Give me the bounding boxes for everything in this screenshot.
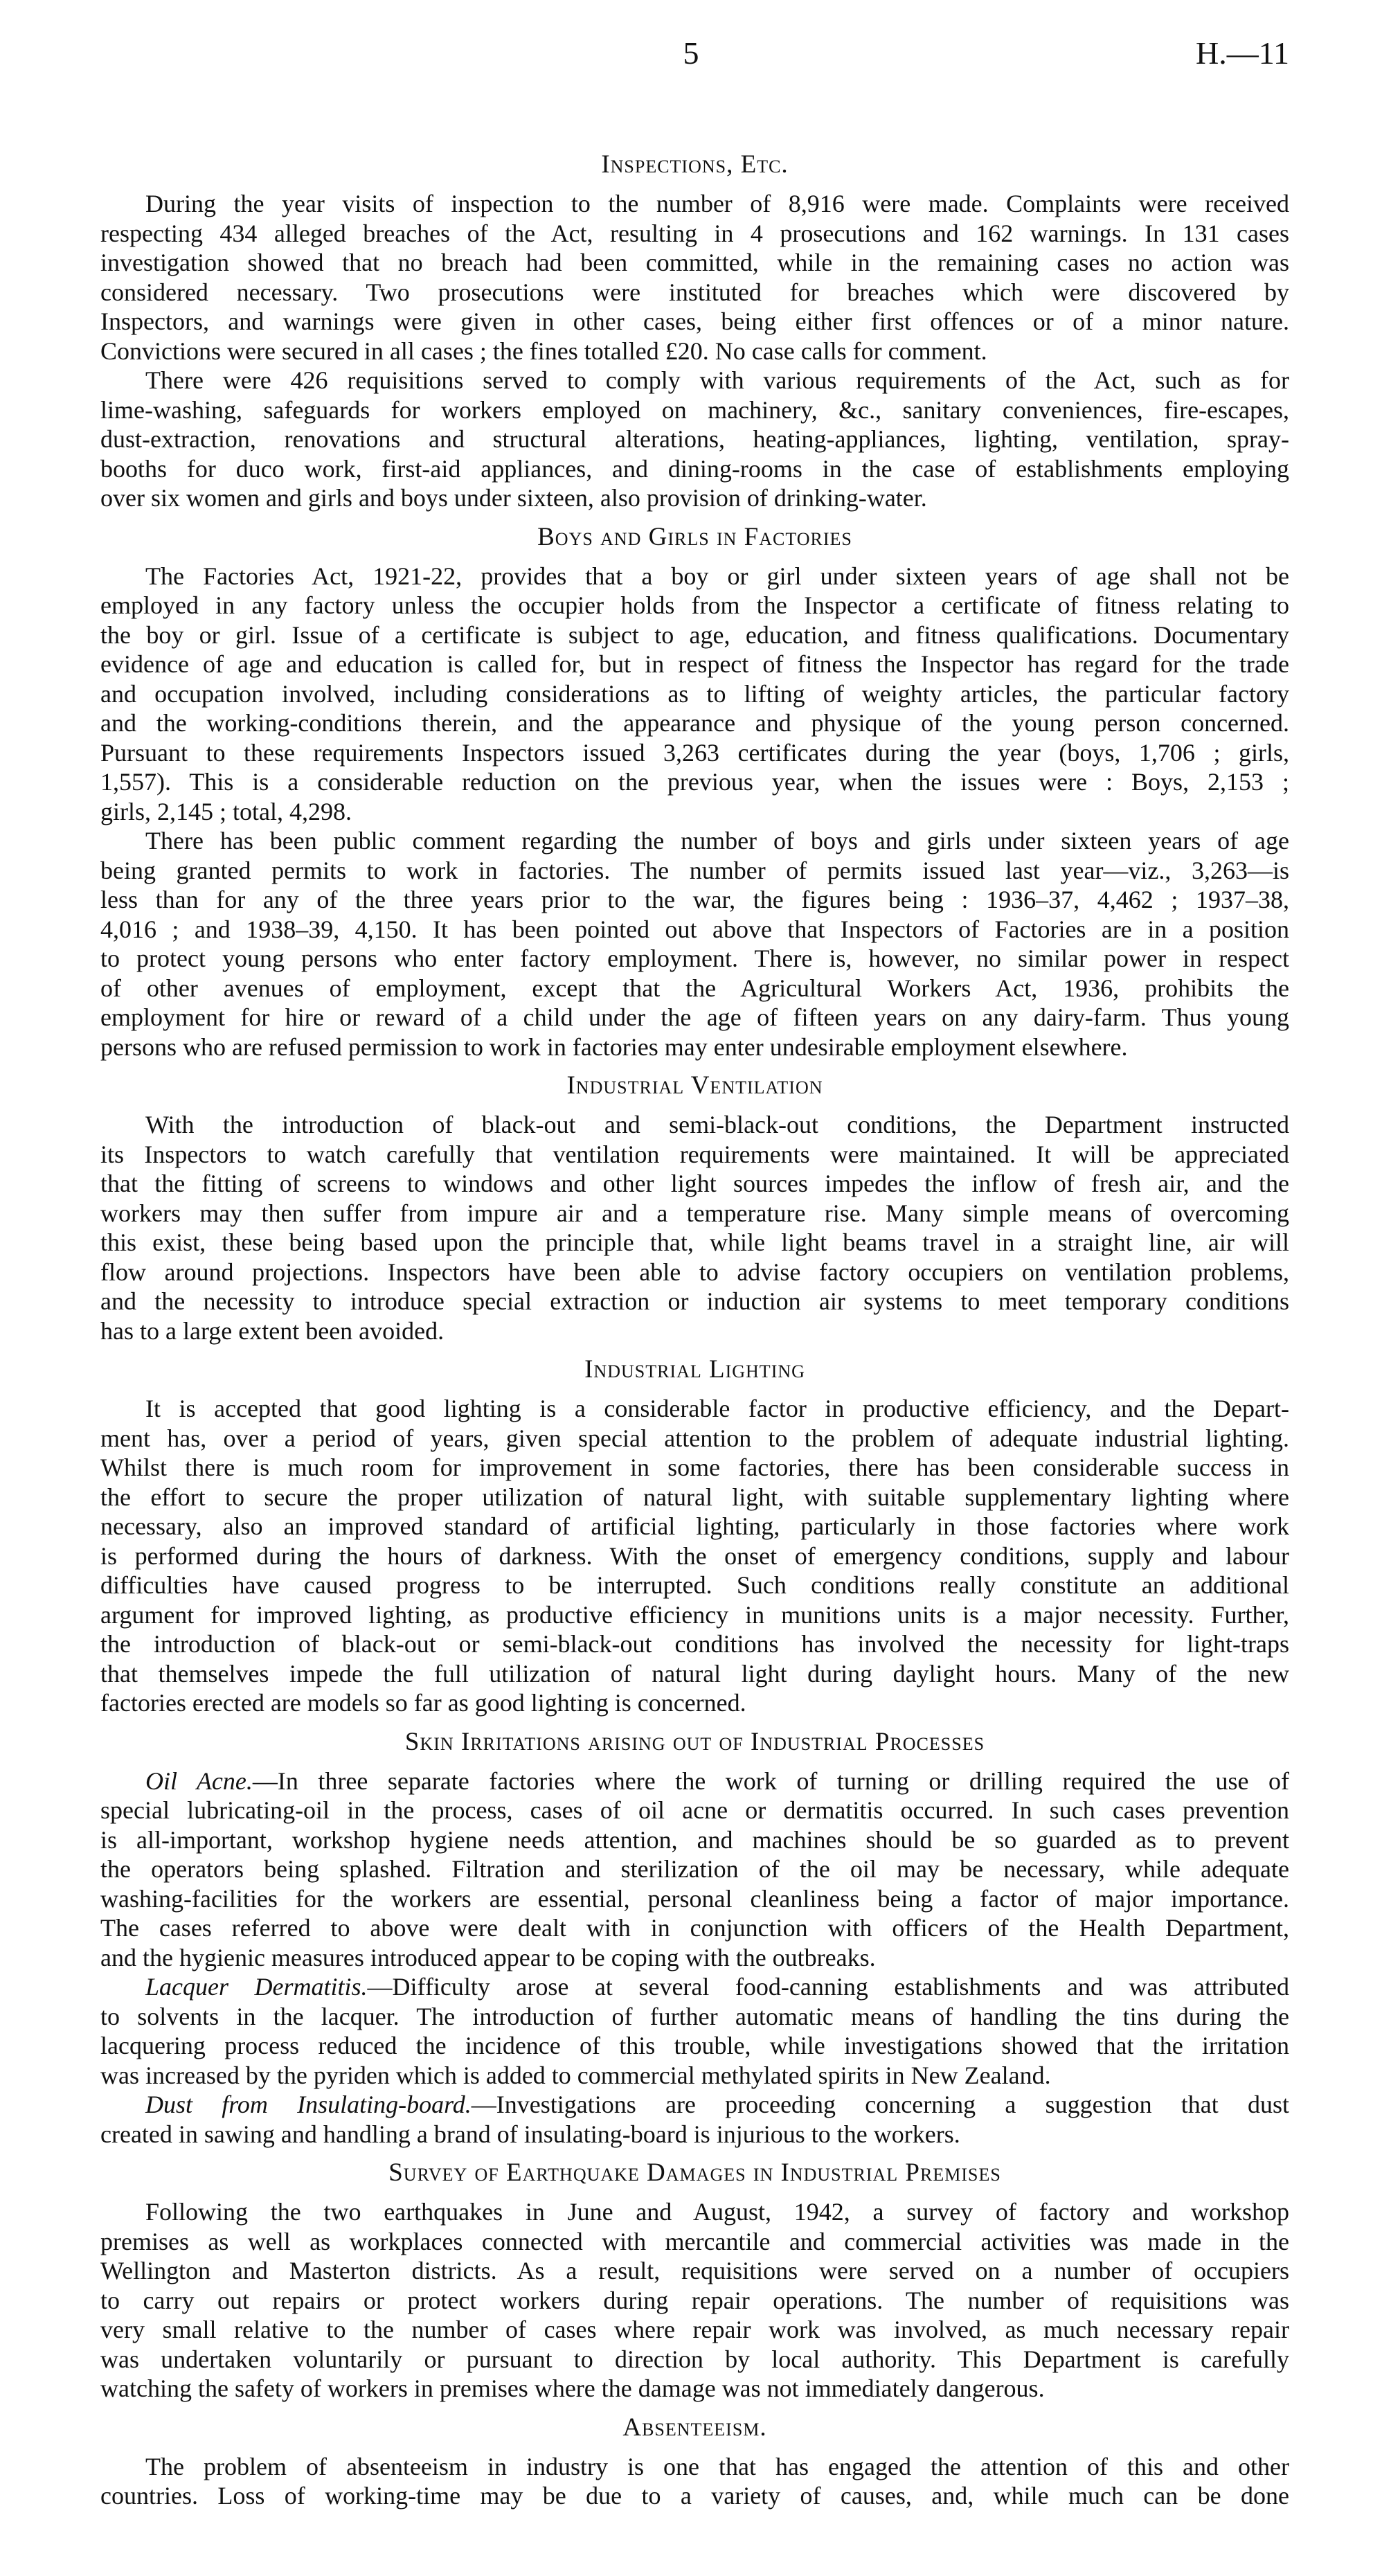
line-text: —Investigations are proceeding concerning a suggestion that dust (471, 2091, 1289, 2118)
text-line (100, 2061, 1289, 2091)
text-line (100, 1825, 1289, 1855)
line-text: The cases referred to above were dealt with in conjunction with officers of the Health Department, (100, 1914, 1289, 1942)
line-text: and the hygienic measures introduced appear to be coping with the outbreaks. (100, 1943, 876, 1971)
line-text: flow around projections. Inspectors have been able to advise factory occupiers on ventilation problems, (100, 1258, 1289, 1286)
line-text: The problem of absenteeism in industry is one that has engaged the attention of this and other (145, 2452, 1289, 2480)
text-line (100, 1659, 1289, 1689)
line-text: booths for duco work, first-aid appliances, and dining-rooms in the case of establishments employing (100, 454, 1289, 483)
paragraph (100, 189, 1289, 366)
section (100, 141, 1289, 513)
text-line (100, 366, 1289, 395)
line-text: is all-important, workshop hygiene needs attention, and machines should be so guarded as to prevent (100, 1825, 1289, 1854)
line-text: is performed during the hours of darkness. With the onset of emergency conditions, supply and labour (100, 1541, 1289, 1570)
text-line (100, 1629, 1289, 1659)
text-line (100, 2197, 1289, 2227)
line-text: and the necessity to introduce special extraction or induction air systems to meet temporary conditions (100, 1287, 1289, 1315)
text-line (100, 248, 1289, 278)
text-line (100, 1199, 1289, 1228)
paragraph-lead: Dust from Insulating-board. (145, 2091, 472, 2118)
text-line (100, 738, 1289, 768)
line-text: girls, 2,145 ; total, 4,298. (100, 797, 352, 825)
text-line (100, 826, 1289, 856)
line-text: countries. Loss of working-time may be due to a variety of causes, and, while much can be done (100, 2482, 1289, 2510)
text-line (100, 1541, 1289, 1571)
line-text: lacquering process reduced the incidence of this trouble, while investigations showed that the irritation (100, 2032, 1289, 2059)
text-line (100, 307, 1289, 337)
paragraph (100, 1394, 1289, 1718)
line-text: the operators being splashed. Filtration and sterilization of the oil may be necessary, while adequate (100, 1855, 1289, 1883)
line-text: was increased by the pyriden which is added to commercial methylated spirits in New Zealand. (100, 2061, 1051, 2089)
paragraph-lead: Oil Acne. (145, 1766, 253, 1795)
line-text: lime-washing, safeguards for workers employed on machinery, &c., sanitary conveniences, fire-escapes, (100, 395, 1289, 424)
text-line (100, 1972, 1289, 2002)
page-number: 5 (683, 35, 699, 71)
text-line (100, 650, 1289, 679)
line-text: Convictions were secured in all cases ; the fines totalled £20. No case calls for comment. (100, 337, 987, 365)
line-text: Following the two earthquakes in June and August, 1942, a survey of factory and workshop (145, 2198, 1289, 2226)
line-text: 1,557). This is a considerable reduction on the previous year, when the issues were : Boys, 2,153 ; (100, 768, 1289, 796)
text-line (100, 2345, 1289, 2374)
text-line (100, 1169, 1289, 1199)
text-line (100, 708, 1289, 738)
document-reference: H.—11 (1195, 35, 1289, 71)
line-text: persons who are refused permission to work in factories may enter undesirable employment elsewhere. (100, 1032, 1128, 1061)
text-line (100, 2315, 1289, 2345)
line-text: the effort to secure the proper utilization of natural light, with suitable supplementary lighting where (100, 1483, 1289, 1511)
text-line (100, 2120, 1289, 2149)
line-text: special lubricating-oil in the process, cases of oil acne or dermatitis occurred. In such cases prevention (100, 1796, 1289, 1824)
text-line (100, 856, 1289, 886)
text-line (100, 1600, 1289, 1630)
line-text: to carry out repairs or protect workers during repair operations. The number of requisitions was (100, 2286, 1289, 2314)
line-text: It is accepted that good lighting is a considerable factor in productive efficiency, and the Depart- (145, 1395, 1289, 1422)
line-text: considered necessary. Two prosecutions were instituted for breaches which were discovered by (100, 278, 1289, 306)
text-line (100, 1394, 1289, 1424)
text-line (100, 1766, 1289, 1796)
line-text: its Inspectors to watch carefully that ventilation requirements were maintained. It will be appreciated (100, 1140, 1289, 1168)
text-line (100, 944, 1289, 974)
paragraph (100, 2452, 1289, 2511)
line-text: There were 426 requisitions served to comply with various requirements of the Act, such as for (145, 366, 1289, 394)
section (100, 2149, 1289, 2404)
line-text: to solvents in the lacquer. The introduction of further automatic means of handling the tins during the (100, 2002, 1289, 2030)
text-line (100, 562, 1289, 591)
section-heading: Industrial Lighting (584, 1355, 805, 1384)
line-text: With the introduction of black-out and semi-black-out conditions, the Department instructed (145, 1111, 1289, 1138)
section (100, 513, 1289, 1062)
text-line (100, 337, 1289, 366)
text-line (100, 885, 1289, 915)
line-text: factories erected are models so far as good lighting is concerned. (100, 1689, 746, 1717)
paragraph (100, 2090, 1289, 2149)
line-text: —Difficulty arose at several food-canning establishments and was attributed (367, 1973, 1289, 2001)
line-text: watching the safety of workers in premises where the damage was not immediately dangerous. (100, 2374, 1045, 2402)
line-text: respecting 434 alleged breaches of the Act, resulting in 4 prosecutions and 162 warnings. In 131 cases (100, 219, 1289, 247)
text-line (100, 1453, 1289, 1483)
text-line (100, 591, 1289, 620)
text-line (100, 483, 1289, 513)
line-text: Pursuant to these requirements Inspectors issued 3,263 certificates during the year (boys, 1,706 ; girls, (100, 738, 1289, 767)
line-text: washing-facilities for the workers are essential, personal cleanliness being a factor of major importance. (100, 1884, 1289, 1913)
text-line (100, 219, 1289, 249)
section (100, 2404, 1289, 2511)
paragraph-lead: Lacquer Dermatitis. (145, 1973, 368, 2001)
line-text: The Factories Act, 1921-22, provides that a boy or girl under sixteen years of age shall not be (145, 562, 1289, 590)
line-text: very small relative to the number of cases where repair work was involved, as much necessary repair (100, 2316, 1289, 2343)
text-line (100, 1424, 1289, 1454)
text-line (100, 915, 1289, 945)
text-line (100, 1032, 1289, 1062)
text-line (100, 1140, 1289, 1170)
section-heading: Survey of Earthquake Damages in Industrial Premises (388, 2158, 1001, 2187)
line-text: and occupation involved, including considerations as to lifting of weighty articles, the particular factory (100, 679, 1289, 708)
text-line (100, 1884, 1289, 1914)
line-text: this exist, these being based upon the principle that, while light beams travel in a straight line, air will (100, 1228, 1289, 1256)
line-text: ment has, over a period of years, given special attention to the problem of adequate industrial lighting. (100, 1424, 1289, 1452)
line-text: investigation showed that no breach had been committed, while in the remaining cases no action was (100, 249, 1289, 276)
text-line (100, 1512, 1289, 1541)
text-line (100, 2256, 1289, 2286)
line-text: workers may then suffer from impure air and a temperature rise. Many simple means of overcoming (100, 1199, 1289, 1227)
text-line (100, 395, 1289, 425)
section (100, 1718, 1289, 2149)
text-line (100, 974, 1289, 1003)
text-line (100, 1796, 1289, 1825)
line-text: that the fitting of screens to windows and other light sources impedes the inflow of fresh air, and the (100, 1170, 1289, 1197)
text-line (100, 278, 1289, 307)
text-line (100, 1110, 1289, 1140)
line-text: 4,016 ; and 1938–39, 4,150. It has been pointed out above that Inspectors of Factories are in a position (100, 915, 1289, 943)
text-line (100, 797, 1289, 827)
paragraph (100, 1110, 1289, 1345)
section-heading: Skin Irritations arising out of Industrial Processes (404, 1727, 985, 1756)
paragraph (100, 562, 1289, 827)
text-line (100, 2481, 1289, 2511)
line-text: necessary, also an improved standard of artificial lighting, particularly in those factories where work (100, 1512, 1289, 1540)
section (100, 1062, 1289, 1345)
paragraph (100, 1766, 1289, 1973)
line-text: argument for improved lighting, as productive efficiency in munitions units is a major necessity. Further, (100, 1600, 1289, 1629)
text-line (100, 189, 1289, 219)
line-text: Inspectors, and warnings were given in other cases, being either first offences or of a minor nature. (100, 307, 1289, 335)
text-line (100, 679, 1289, 709)
line-text: Wellington and Masterton districts. As a result, requisitions were served on a number of occupiers (100, 2257, 1289, 2284)
text-line (100, 1571, 1289, 1600)
line-text: the boy or girl. Issue of a certificate is subject to age, education, and fitness qualifications. Documentary (100, 620, 1289, 649)
section-heading: Absenteeism. (622, 2413, 767, 2442)
text-line (100, 1287, 1289, 1316)
line-text: created in sawing and handling a brand of insulating-board is injurious to the workers. (100, 2120, 960, 2148)
text-line (100, 1943, 1289, 1973)
text-line (100, 1258, 1289, 1287)
line-text: evidence of age and education is called for, but in respect of fitness the Inspector has regard for the trade (100, 650, 1289, 678)
document-body (100, 141, 1289, 2511)
line-text: —In three separate factories where the work of turning or drilling required the use of (252, 1766, 1289, 1795)
line-text: was undertaken voluntarily or pursuant to direction by local authority. This Department is carefully (100, 2345, 1289, 2373)
section (100, 1345, 1289, 1718)
text-line (100, 2031, 1289, 2061)
line-text: There has been public comment regarding the number of boys and girls under sixteen years of age (145, 827, 1289, 855)
line-text: less than for any of the three years prior to the war, the figures being : 1936–37, 4,462 ; 1937–38, (100, 886, 1289, 913)
text-line (100, 1316, 1289, 1346)
line-text: to protect young persons who enter factory employment. There is, however, no similar power in respect (100, 945, 1289, 972)
text-line (100, 1228, 1289, 1258)
section-heading: Inspections, Etc. (601, 150, 789, 179)
section-heading: Industrial Ventilation (566, 1071, 823, 1100)
paragraph (100, 2197, 1289, 2404)
text-line (100, 2090, 1289, 2120)
line-text: and the working-conditions therein, and the appearance and physique of the young person concerned. (100, 709, 1289, 737)
line-text: difficulties have caused progress to be interrupted. Such conditions really constitute an additional (100, 1571, 1289, 1599)
line-text: Whilst there is much room for improvement in some factories, there has been considerable success in (100, 1454, 1289, 1481)
text-line (100, 2374, 1289, 2404)
text-line (100, 2227, 1289, 2257)
text-line (100, 767, 1289, 797)
section-heading: Boys and Girls in Factories (537, 522, 852, 551)
line-text: the introduction of black-out or semi-black-out conditions has involved the necessity for light-traps (100, 1630, 1289, 1658)
text-line (100, 1913, 1289, 1943)
line-text: being granted permits to work in factories. The number of permits issued last year—viz., 3,263—is (100, 856, 1289, 884)
line-text: has to a large extent been avoided. (100, 1316, 445, 1345)
line-text: employed in any factory unless the occupier holds from the Inspector a certificate of fitness relating to (100, 591, 1289, 619)
line-text: that themselves impede the full utilization of natural light during daylight hours. Many of the new (100, 1659, 1289, 1688)
paragraph (100, 366, 1289, 513)
text-line (100, 2286, 1289, 2316)
text-line (100, 1854, 1289, 1884)
line-text: dust-extraction, renovations and structural alterations, heating-appliances, lighting, ventilation, spray- (100, 425, 1289, 453)
text-line (100, 424, 1289, 454)
paragraph (100, 1972, 1289, 2090)
text-line (100, 1483, 1289, 1512)
text-line (100, 454, 1289, 484)
text-line (100, 1003, 1289, 1032)
paragraph (100, 826, 1289, 1062)
line-text: During the year visits of inspection to the number of 8,916 were made. Complaints were received (145, 190, 1289, 217)
text-line (100, 1688, 1289, 1718)
line-text: over six women and girls and boys under sixteen, also provision of drinking-water. (100, 484, 927, 512)
line-text: premises as well as workplaces connected with mercantile and commercial activities was made in the (100, 2227, 1289, 2255)
text-line (100, 2002, 1289, 2032)
text-line (100, 620, 1289, 650)
text-line (100, 2452, 1289, 2482)
line-text: of other avenues of employment, except that the Agricultural Workers Act, 1936, prohibits the (100, 974, 1289, 1002)
line-text: employment for hire or reward of a child under the age of fifteen years on any dairy-farm. Thus young (100, 1003, 1289, 1031)
